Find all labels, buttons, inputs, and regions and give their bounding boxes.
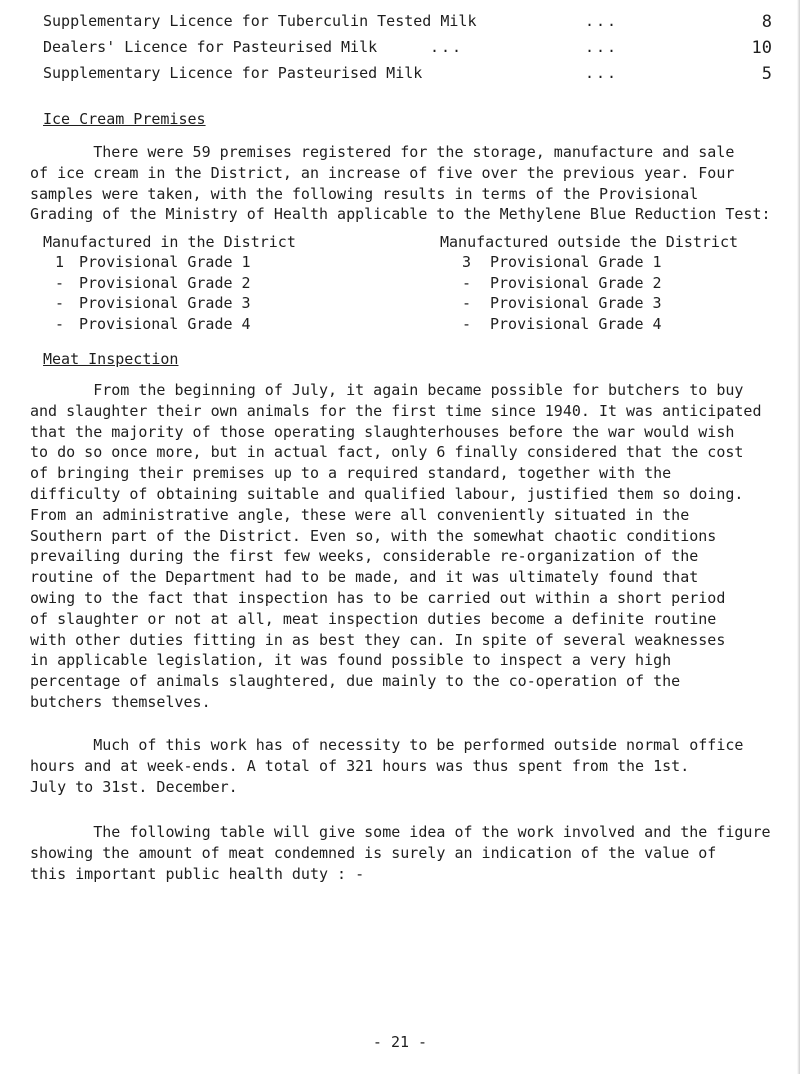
paragraph-line: The following table will give some idea of the work involved and the figure [30, 823, 771, 841]
paragraph-line: and slaughter their own animals for the first time since 1940. It was anticipated [30, 401, 762, 420]
paragraph-line: hours and at week-ends. A total of 321 hours was thus spent from the 1st. [30, 756, 690, 775]
grade-label: Provisional Grade 2 [490, 273, 662, 292]
column-title: Manufactured outside the District [440, 233, 739, 251]
licence-label: Dealers' Licence for Pasteurised Milk [43, 38, 378, 56]
column-title: Manufactured in the District [43, 233, 296, 251]
grade-row [43, 314, 296, 335]
paragraph-line: samples were taken, with the following results in terms of the Provisional [30, 184, 699, 203]
paragraph-line: prevailing during the first few weeks, considerable re-organization of the [30, 547, 699, 566]
paragraph-line: that the majority of those operating slaughterhouses before the war would wish [30, 422, 735, 441]
grade-count: - [55, 294, 65, 312]
grade-count: 3 [462, 253, 472, 271]
licence-label: Supplementary Licence for Tuberculin Tested Milk [43, 12, 477, 30]
leader-dots: ... [585, 12, 619, 30]
section-heading-ice-cream: Ice Cream Premises [43, 110, 206, 128]
paragraph-line: From the beginning of July, it again became possible for butchers to buy [30, 381, 744, 399]
grade-count: - [462, 294, 472, 312]
paragraph-line: Grading of the Ministry of Health applicable to the Methylene Blue Reduction Test: [30, 205, 771, 224]
grade-label: Provisional Grade 1 [490, 253, 662, 271]
grades-manufactured-outside-district [440, 232, 738, 334]
licence-count: 8 [761, 12, 772, 32]
grade-label: Provisional Grade 2 [79, 273, 251, 292]
paragraph-line: Much of this work has of necessity to be performed outside normal office [30, 736, 744, 754]
meat-paragraph-2 [30, 735, 782, 797]
grade-label: Provisional Grade 4 [79, 314, 251, 333]
paragraph-line: owing to the fact that inspection has to be carried out within a short period [30, 588, 726, 607]
licence-count: 5 [761, 64, 772, 84]
paragraph-line: From an administrative angle, these were all conveniently situated in the [30, 505, 690, 524]
paragraph-line: this important public health duty : - [30, 864, 365, 883]
licence-row [0, 12, 800, 34]
grade-count: - [55, 314, 65, 333]
paragraph-line: percentage of animals slaughtered, due mainly to the co-operation of the [30, 672, 681, 691]
paragraph-line: difficulty of obtaining suitable and qualified labour, justified them so doing. [30, 484, 744, 503]
paragraph-line: to do so once more, but in actual fact, only 6 finally considered that the cost [30, 443, 744, 462]
paragraph-line: routine of the Department had to be made, and it was ultimately found that [30, 568, 699, 587]
paragraph-line: There were 59 premises registered for the storage, manufacture and sale [30, 143, 735, 161]
licence-count: 10 [751, 38, 772, 58]
grade-row [440, 293, 738, 314]
paragraph-line: showing the amount of meat condemned is surely an indication of the value of [30, 843, 717, 862]
section-heading-meat-inspection: Meat Inspection [43, 350, 179, 368]
paragraph-line: butchers themselves. [30, 692, 211, 711]
grade-count: 1 [55, 253, 65, 271]
grade-row [440, 314, 738, 335]
grades-manufactured-in-district [43, 232, 296, 334]
licence-row [0, 64, 800, 86]
meat-paragraph-1 [30, 380, 782, 713]
paragraph-line: July to 31st. December. [30, 777, 238, 796]
grade-label: Provisional Grade 4 [490, 314, 662, 333]
paragraph-line: of bringing their premises up to a required standard, together with the [30, 464, 672, 483]
grade-label: Provisional Grade 3 [79, 294, 251, 312]
grade-row [43, 252, 296, 273]
licence-row [0, 38, 800, 60]
leader-dots: ... [585, 38, 619, 56]
meat-paragraph-3 [30, 822, 782, 884]
grade-row [43, 273, 296, 294]
grade-count: - [462, 273, 472, 292]
page-number: - 21 - [372, 1033, 428, 1051]
paragraph-line: in applicable legislation, it was found possible to inspect a very high [30, 651, 672, 670]
licence-label: Supplementary Licence for Pasteurised Milk [43, 64, 423, 82]
paragraph-line: Southern part of the District. Even so, with the somewhat chaotic conditions [30, 526, 717, 545]
grade-row [43, 293, 296, 314]
leader-dots: ... [585, 64, 619, 82]
grade-count: - [55, 273, 65, 292]
paragraph-line: of ice cream in the District, an increase of five over the previous year. Four [30, 163, 735, 182]
grade-label: Provisional Grade 3 [490, 294, 662, 312]
grade-row [440, 252, 738, 273]
paragraph-line: with other duties fitting in as best they can. In spite of several weaknesses [30, 630, 726, 649]
ice-cream-paragraph [30, 142, 782, 225]
leader-dots: ... [430, 38, 464, 56]
grade-row [440, 273, 738, 294]
grade-label: Provisional Grade 1 [79, 253, 251, 271]
paragraph-line: of slaughter or not at all, meat inspection duties become a definite routine [30, 609, 717, 628]
grade-count: - [462, 314, 472, 333]
